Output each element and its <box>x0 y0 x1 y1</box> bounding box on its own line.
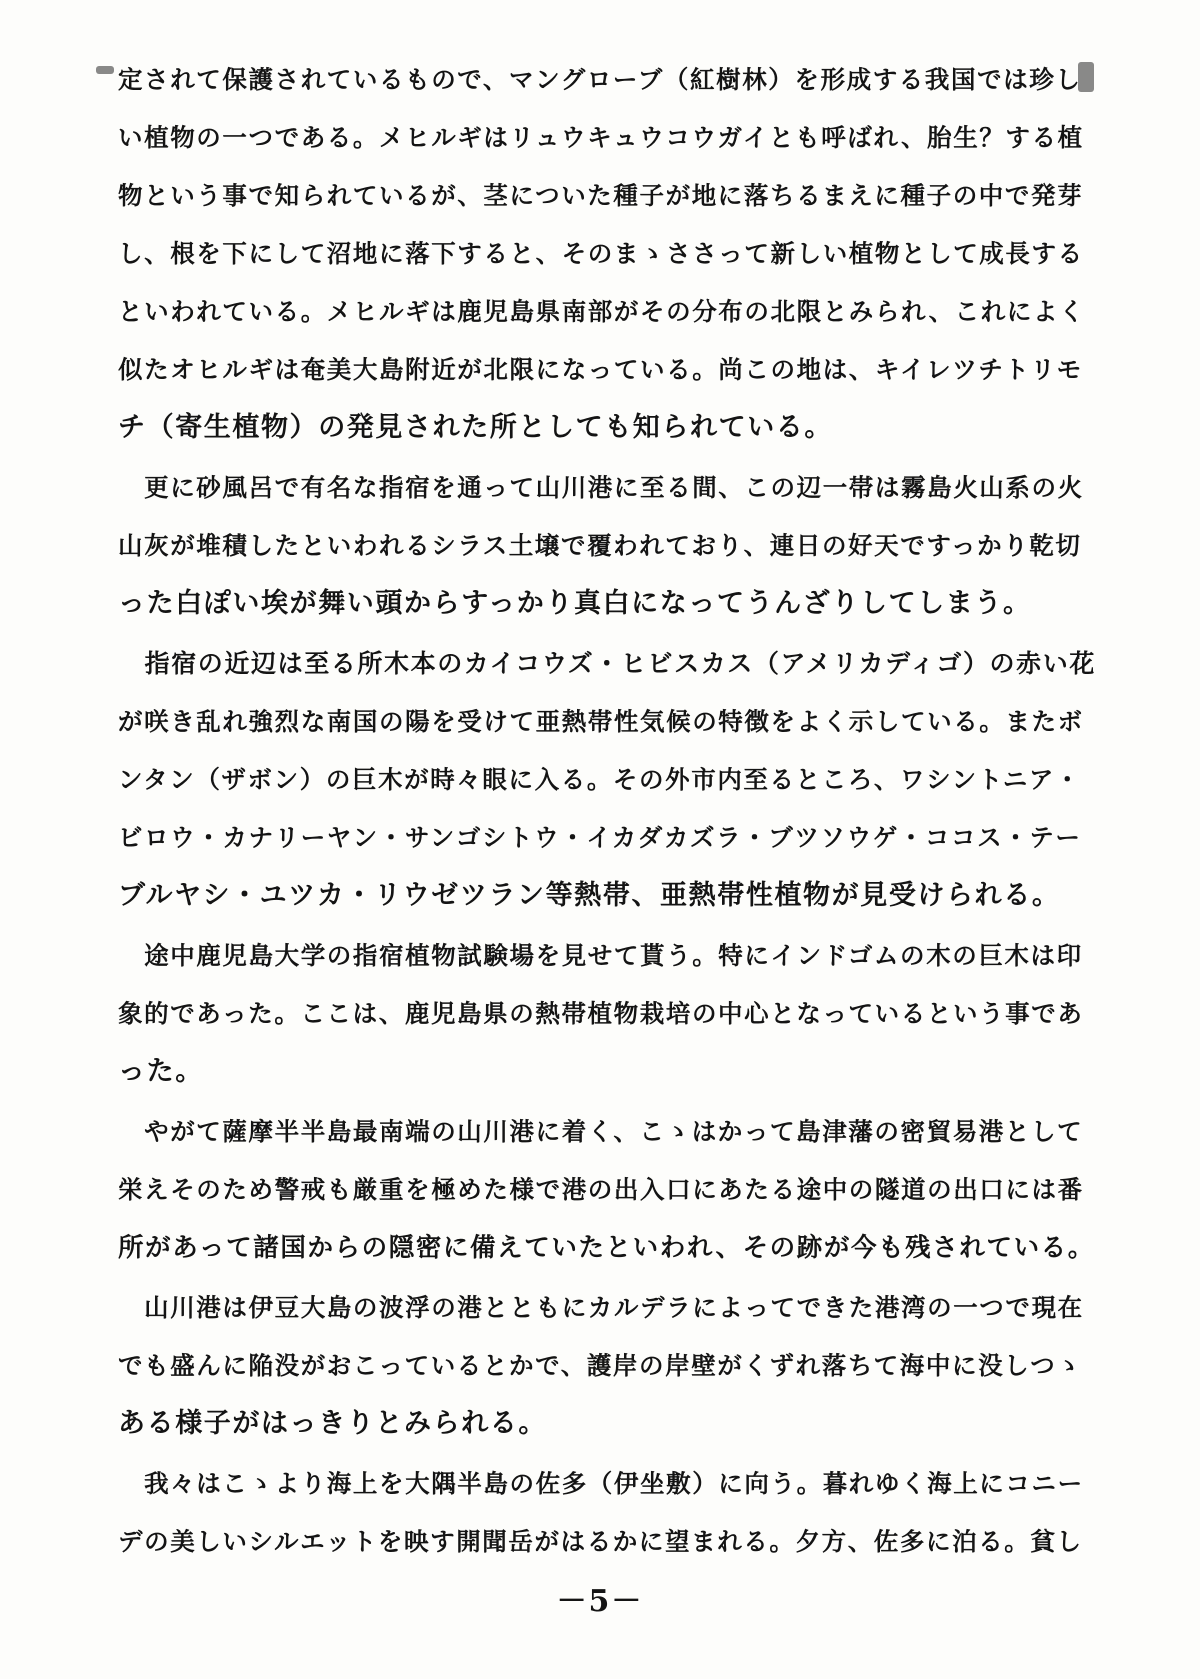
text-line: し、根を下にして沼地に落下すると、そのまゝささって新しい植物として成長する <box>118 239 1084 268</box>
text-line: デの美しいシルエットを映す開聞岳がはるかに望まれる。夕方、佐多に泊る。貧し <box>118 1527 1083 1556</box>
text-line: 山川港は伊豆大島の波浮の港とともにカルデラによってできた港湾の一つで現在 <box>118 1293 1084 1322</box>
text-line: 物という事で知られているが、茎についた種子が地に落ちるまえに種子の中で発芽 <box>118 181 1084 210</box>
text-line: った。 <box>118 1056 204 1087</box>
text-line: 似たオヒルギは奄美大島附近が北限になっている。尚この地は、キイレツチトリモ <box>118 355 1083 384</box>
text-line: 更に砂風呂で有名な指宿を通って山川港に至る間、この辺一帯は霧島火山系の火 <box>118 473 1084 502</box>
scan-smudge-top-left <box>96 66 114 74</box>
text-line: ブルヤシ・ユツカ・リウゼツラン等熱帯、亜熱帯性植物が見受けられる。 <box>118 880 1061 911</box>
text-line: が咲き乱れ強烈な南国の陽を受けて亜熱帯性気候の特徴をよく示している。またボ <box>118 707 1084 736</box>
text-line: 定されて保護されているもので、マングローブ（紅樹林）を形成する我国では珍し <box>118 65 1082 94</box>
text-line: 山灰が堆積したといわれるシラス土壌で覆われており、連日の好天ですっかり乾切 <box>118 531 1082 560</box>
text-line: 象的であった。ここは、鹿児島県の熱帯植物栽培の中心となっているという事であ <box>118 999 1084 1028</box>
text-line: 指宿の近辺は至る所木本のカイコウズ・ヒビスカス（アメリカディゴ）の赤い花 <box>118 649 1096 678</box>
text-line: ビロウ・カナリーヤン・サンゴシトウ・イカダカズラ・ブツソウゲ・ココス・テー <box>118 823 1082 852</box>
text-line: チ（寄生植物）の発見された所としても知られている。 <box>118 412 833 443</box>
text-line: といわれている。メヒルギは鹿児島県南部がその分布の北限とみられ、これによく <box>118 297 1086 326</box>
text-line: でも盛んに陥没がおこっているとかで、護岸の岸壁がくずれ落ちて海中に没しつゝ <box>118 1351 1083 1380</box>
text-line: 所があって諸国からの隠密に備えていたといわれ、その跡が今も残されている。 <box>118 1233 1095 1263</box>
text-line: 我々はこゝより海上を大隅半島の佐多（伊坐敷）に向う。暮れゆく海上にコニー <box>118 1469 1084 1498</box>
text-line: ある様子がはっきりとみられる。 <box>118 1408 547 1439</box>
text-line: ンタン（ザボン）の巨木が時々眼に入る。その外市内至るところ、ワシントニア・ <box>118 765 1082 794</box>
text-line: った白ぽい埃が舞い頭からすっかり真白になってうんざりしてしまう。 <box>118 588 1032 619</box>
text-line: 途中鹿児島大学の指宿植物試験場を見せて貰う。特にインドゴムの木の巨木は印 <box>118 941 1083 970</box>
page-number: －5－ <box>556 1584 644 1619</box>
text-line: い植物の一つである。メヒルギはリュウキュウコウガイとも呼ばれ、胎生？する植 <box>118 123 1084 152</box>
text-line: やがて薩摩半半島最南端の山川港に着く、こゝはかって島津藩の密貿易港として <box>118 1117 1084 1146</box>
text-line: 栄えそのため警戒も厳重を極めた様で港の出入口にあたる途中の隧道の出口には番 <box>118 1175 1084 1204</box>
